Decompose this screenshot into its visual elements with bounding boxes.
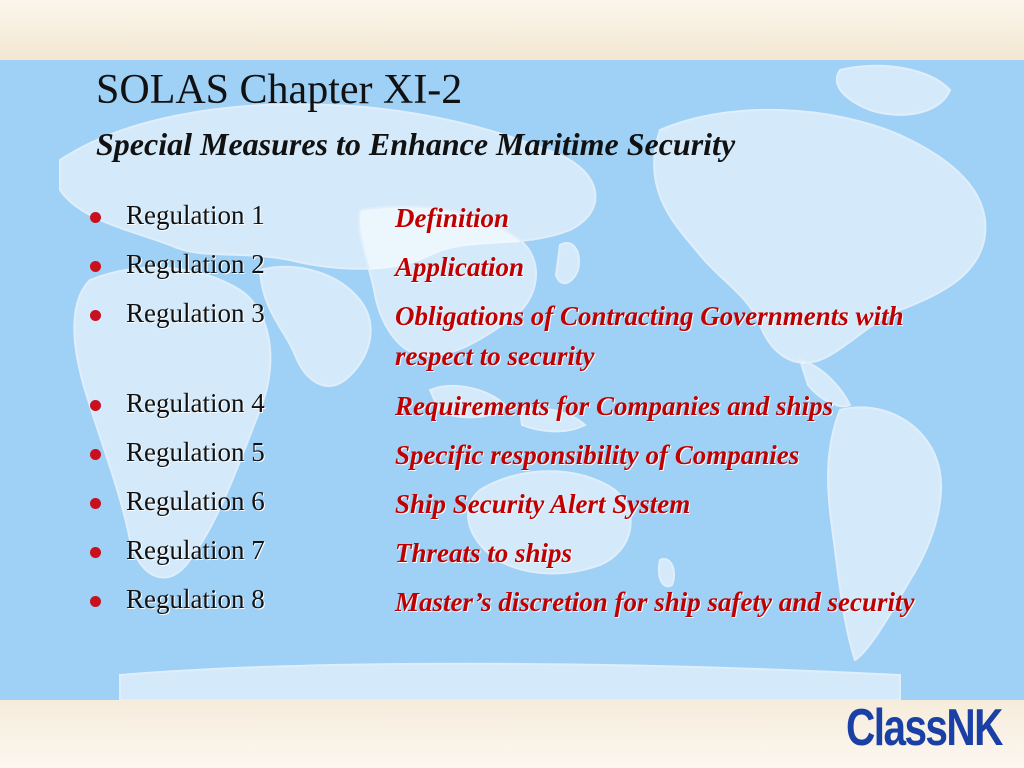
bullet-dot-icon (90, 310, 101, 321)
regulation-description: Application (395, 252, 525, 282)
regulation-description: Master’s discretion for ship safety and security (395, 587, 915, 617)
regulation-number: Regulation 3 (126, 298, 265, 328)
bullet-dot-icon (90, 212, 101, 223)
regulation-number: Regulation 4 (126, 388, 265, 418)
slide-subtitle: Special Measures to Enhance Maritime Security (96, 126, 736, 162)
regulation-number: Regulation 6 (126, 486, 265, 516)
regulation-description: Obligations of Contracting Governments with respect to security (395, 301, 904, 371)
classnk-logo: ClassNK (846, 699, 1002, 757)
regulation-description: Specific responsibility of Companies (395, 440, 800, 470)
regulation-number: Regulation 1 (126, 200, 265, 230)
bullet-dot-icon (90, 449, 101, 460)
bullet-dot-icon (90, 261, 101, 272)
bullet-dot-icon (90, 498, 101, 509)
bullet-dot-icon (90, 547, 101, 558)
bullet-dot-icon (90, 596, 101, 607)
bullet-dot-icon (90, 400, 101, 411)
regulation-number: Regulation 2 (126, 249, 265, 279)
regulation-number: Regulation 5 (126, 437, 265, 467)
regulation-number: Regulation 8 (126, 584, 265, 614)
regulation-description: Ship Security Alert System (395, 489, 691, 519)
regulation-number: Regulation 7 (126, 535, 265, 565)
regulation-description: Definition (395, 203, 510, 233)
slide-title: SOLAS Chapter XI-2 (96, 67, 463, 113)
regulation-description: Requirements for Companies and ships (395, 391, 834, 421)
regulation-description: Threats to ships (395, 538, 573, 568)
